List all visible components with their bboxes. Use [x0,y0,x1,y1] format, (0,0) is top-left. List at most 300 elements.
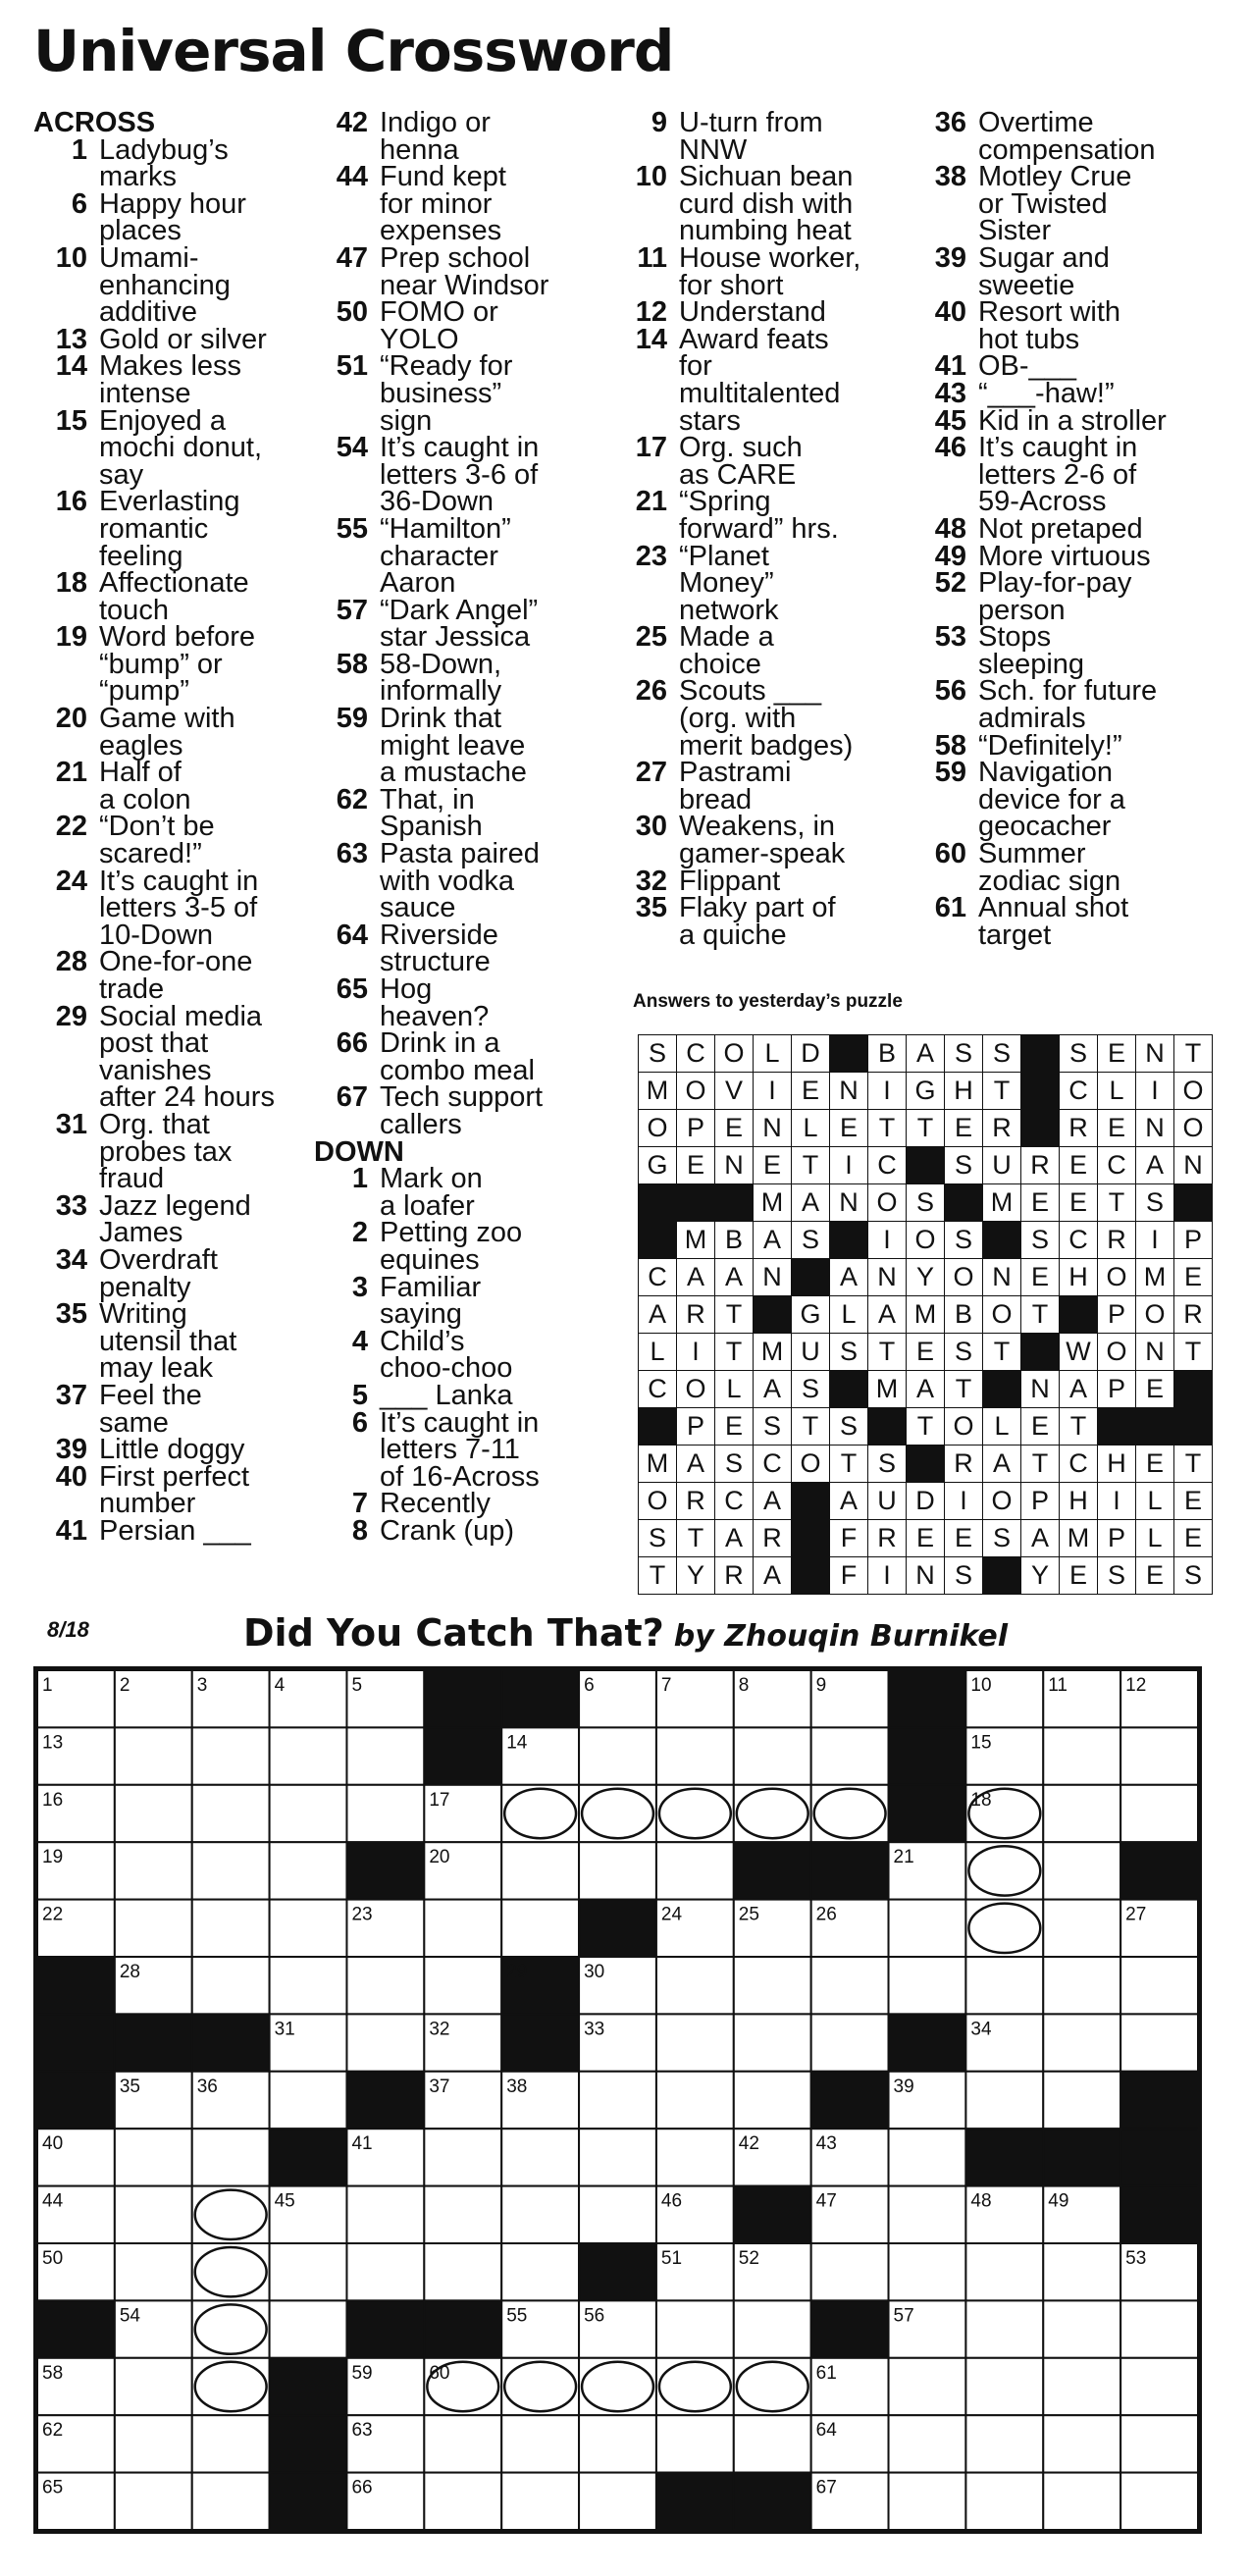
square-number: 43 [815,2133,837,2155]
clue-text: Scouts ___ (org. with merit badges) [679,675,854,762]
white-square [424,2415,501,2472]
answer-letter: C [1060,1222,1098,1259]
answer-letter: L [1136,1520,1174,1557]
yesterday-row [639,1371,1213,1408]
answer-letter: E [1174,1259,1213,1296]
black-square [1021,1073,1060,1110]
black-square [424,1727,501,1784]
answer-letter: S [1098,1557,1136,1595]
answer-letter: E [907,1334,945,1371]
clue [912,404,1236,437]
answer-letter: C [754,1446,792,1483]
answer-letter: E [754,1147,792,1184]
white-square [115,2415,192,2472]
white-square [811,2014,889,2071]
white-square [270,1727,347,1784]
clue-text: Everlasting romantic feeling [99,486,240,572]
answer-letter: H [1060,1483,1098,1520]
yesterday-row [639,1557,1213,1595]
clue [613,161,908,247]
clue-column-4 [912,107,1236,951]
black-square [792,1520,830,1557]
answer-letter: H [1060,1259,1098,1296]
answer-letter: L [983,1408,1021,1446]
clue-number: 47 [336,241,368,274]
clue-number: 64 [336,919,368,951]
answer-letter: E [945,1110,983,1147]
clue [613,621,908,680]
clue-text: Word before “bump” or “pump” [99,621,256,708]
clue-text: Social media post that vanishes after 24 hours [99,1000,275,1114]
clue-text: Sch. for future admirals [978,675,1158,735]
answer-letter: T [830,1446,868,1483]
white-square [115,2186,192,2243]
answer-letter: O [1174,1073,1213,1110]
clue-text: Pasta paired with vodka sauce [380,838,540,924]
black-square [37,2014,115,2071]
clue-number: 58 [934,729,966,762]
square-number: 59 [351,2362,373,2384]
black-square [579,2243,656,2300]
square-number: 56 [584,2305,605,2327]
clue [912,838,1236,897]
answer-letter: M [677,1222,715,1259]
answer-letter: N [1174,1147,1213,1184]
black-square [983,1371,1021,1408]
clue [33,1379,328,1439]
answer-letter: B [868,1035,907,1073]
clue-number: 18 [55,567,87,600]
black-square [37,2072,115,2129]
clue-text: Understand [679,296,826,329]
answer-letter: D [792,1035,830,1073]
clue-text: Weakens, in gamer-speak [679,811,846,870]
clue-number: 2 [351,1217,368,1249]
square-number: 6 [584,1675,595,1696]
clue [314,296,608,355]
white-square [192,2300,270,2357]
clue-text: Gold or silver [99,323,267,355]
clue [33,1298,328,1385]
yesterday-row [639,1184,1213,1222]
crossword-grid-svg [37,1670,1198,2530]
clue-number: 24 [55,865,87,897]
square-number: 10 [970,1675,992,1696]
black-square [1120,2129,1198,2185]
black-square [656,2473,734,2530]
answer-letter: S [792,1371,830,1408]
answer-letter: O [1136,1296,1174,1334]
clue-number: 63 [336,838,368,870]
clue-number: 20 [55,703,87,735]
answer-letter: O [1174,1110,1213,1147]
clue-number: 33 [55,1189,87,1222]
square-number: 8 [738,1675,750,1696]
answer-letter: T [907,1110,945,1147]
clue [314,783,608,843]
white-square [192,1957,270,2014]
clue-number: 55 [336,512,368,545]
answer-letter: O [983,1483,1021,1520]
answer-letter: N [715,1147,754,1184]
answer-letter: E [830,1110,868,1147]
clue [314,1514,608,1547]
answer-letter: O [715,1035,754,1073]
clue [613,811,908,870]
answer-letter: O [945,1259,983,1296]
answer-letter: A [1060,1371,1098,1408]
answer-letter: L [1098,1073,1136,1110]
clue [33,350,328,409]
black-square [811,1842,889,1899]
clue-text: Child’s choo-choo [380,1325,513,1385]
answer-letter: A [830,1259,868,1296]
answer-letter: S [983,1035,1021,1073]
clue [613,241,908,301]
answer-letter: S [1060,1035,1098,1073]
black-square [1174,1371,1213,1408]
black-square [811,2072,889,2129]
clue-number: 41 [55,1514,87,1547]
square-number: 42 [738,2133,759,2155]
answer-letter: T [1098,1184,1136,1222]
square-number: 30 [584,1962,605,1982]
white-square [656,2014,734,2071]
black-square [945,1184,983,1222]
white-square [889,2473,966,2530]
white-square [889,2243,966,2300]
white-square [579,1842,656,1899]
black-square [639,1408,677,1446]
white-square [115,2243,192,2300]
clue-number: 60 [934,838,966,870]
square-number: 50 [42,2248,64,2269]
answer-letter: L [754,1035,792,1073]
clue-column-1 [33,107,328,1547]
answer-letter: U [792,1334,830,1371]
white-square [1043,1842,1120,1899]
answer-letter: G [792,1296,830,1334]
clue-number: 16 [55,486,87,518]
answer-letter: R [945,1446,983,1483]
clue-text: Makes less intense [99,350,242,409]
black-square [1136,1408,1174,1446]
clue-number: 48 [934,512,966,545]
white-square [270,1785,347,1842]
white-square [270,1900,347,1957]
black-square [811,2300,889,2357]
clue [912,567,1236,626]
white-square [656,1842,734,1899]
answer-letter: T [1021,1446,1060,1483]
clue-number: 11 [637,241,667,274]
clue-text: Game with eagles [99,703,235,762]
clue-number: 17 [635,432,667,464]
clue-text: Navigation device for a geocacher [978,757,1125,843]
clue [33,1460,328,1520]
yesterday-answers-title: Answers to yesterday’s puzzle [633,991,903,1012]
clue-text: It’s caught in letters 2-6 of 59-Across [978,432,1138,518]
answer-letter: E [1136,1371,1174,1408]
square-number: 57 [893,2305,914,2327]
clue-number: 9 [651,107,667,138]
square-number: 58 [42,2362,64,2384]
answer-letter: M [1060,1520,1098,1557]
answer-letter: H [1098,1446,1136,1483]
white-square [501,2129,579,2185]
answer-letter: A [754,1371,792,1408]
clue [314,838,608,924]
white-square [192,2415,270,2472]
answer-letter: T [983,1334,1021,1371]
black-square [37,1957,115,2014]
yesterday-row [639,1334,1213,1371]
clue-text: Jazz legend James [99,1189,251,1249]
answer-letter: I [677,1334,715,1371]
answer-letter: M [754,1334,792,1371]
clue [912,161,1236,247]
clue-text: Indigo or henna [380,107,491,166]
answer-letter: T [907,1408,945,1446]
clue-number: 45 [934,404,966,437]
clue [613,675,908,762]
clue [33,133,328,193]
answer-letter: E [1174,1520,1213,1557]
black-square [983,1222,1021,1259]
answer-letter: M [983,1184,1021,1222]
clue-number: 1 [351,1163,368,1195]
answer-letter: C [1098,1147,1136,1184]
white-square [965,2300,1043,2357]
answer-letter: A [792,1184,830,1222]
answer-letter: R [677,1296,715,1334]
answer-letter: V [715,1073,754,1110]
answer-letter: T [1021,1296,1060,1334]
answer-letter: R [715,1557,754,1595]
answer-letter: I [945,1483,983,1520]
clue-number: 13 [55,323,87,355]
answer-letter: A [677,1446,715,1483]
clue-number: 22 [55,811,87,843]
white-square [1043,1957,1120,2014]
clue-text: That, in Spanish [380,783,483,843]
black-square [424,1670,501,1727]
answer-letter: P [1174,1222,1213,1259]
clue [33,567,328,626]
clue-number: 19 [55,621,87,654]
clue-text: Happy hour places [99,187,246,247]
white-square [1120,2300,1198,2357]
white-square [346,1957,424,2014]
white-square [1043,2300,1120,2357]
clue-text: Kid in a stroller [978,404,1167,437]
clue-number: 32 [635,865,667,897]
black-square [579,1900,656,1957]
answer-letter: U [868,1483,907,1520]
crossword-grid [33,1666,1202,2534]
square-number: 66 [351,2477,373,2498]
answer-letter: I [1098,1483,1136,1520]
clue [314,648,608,708]
answer-letter: R [983,1110,1021,1147]
answer-letter: C [677,1035,715,1073]
clue [33,865,328,951]
clue-text: It’s caught in letters 7-11 of 16-Across [380,1406,540,1493]
square-number: 62 [42,2420,64,2442]
white-square [115,1785,192,1842]
clue-number: 66 [336,1027,368,1060]
clue-number: 6 [71,187,87,220]
clue-number: 1 [71,133,87,166]
white-square [501,2186,579,2243]
answer-letter: I [868,1222,907,1259]
square-number: 63 [351,2420,373,2442]
answer-letter: A [754,1483,792,1520]
answer-letter: B [715,1222,754,1259]
white-square [424,1900,501,1957]
white-square [965,2243,1043,2300]
clue [314,432,608,518]
answer-letter: E [1174,1483,1213,1520]
clue-number: 40 [55,1460,87,1493]
black-square [346,2300,424,2357]
clue [33,404,328,491]
yesterday-answer-grid [638,1034,1213,1595]
clue-number: 41 [934,350,966,383]
black-square [1021,1035,1060,1073]
clue-number: 58 [336,648,368,680]
answer-letter: T [1174,1035,1213,1073]
answer-letter: Y [907,1259,945,1296]
clue-number: 44 [336,161,368,193]
square-number: 45 [274,2190,295,2212]
clue-text: Umami- enhancing additive [99,241,231,329]
yesterday-row [639,1520,1213,1557]
square-number: 20 [429,1847,450,1868]
answer-letter: N [907,1557,945,1595]
answer-letter: S [1136,1184,1174,1222]
answer-letter: E [1060,1184,1098,1222]
black-square [889,1670,966,1727]
clue [33,1108,328,1195]
square-number: 49 [1048,2190,1069,2212]
clue-text: It’s caught in letters 3-6 of 36-Down [380,432,540,518]
square-number: 55 [506,2305,528,2327]
black-square [830,1035,868,1073]
answer-letter: A [983,1446,1021,1483]
clue [314,512,608,600]
white-square [346,1785,424,1842]
clue-number: 67 [336,1081,368,1114]
answer-letter: E [907,1520,945,1557]
clue-number: 51 [336,350,368,383]
square-number: 47 [815,2190,837,2212]
clue-number: 30 [635,811,667,843]
yesterday-row [639,1035,1213,1073]
clue [33,1000,328,1114]
answer-letter: L [639,1334,677,1371]
white-square [734,1727,811,1784]
square-number: 48 [970,2190,992,2212]
clue [912,512,1236,545]
answer-letter: E [1021,1408,1060,1446]
yesterday-row [639,1259,1213,1296]
clue-number: 56 [934,675,966,708]
black-square [889,1727,966,1784]
white-square [192,2186,270,2243]
white-square [270,2072,347,2129]
square-number: 24 [660,1904,683,1925]
answer-letter: L [792,1110,830,1147]
clue [314,350,608,437]
clue-number: 40 [934,296,966,329]
answer-letter: I [1136,1222,1174,1259]
white-square [192,1727,270,1784]
answer-letter: F [830,1557,868,1595]
square-number: 33 [584,2019,605,2040]
clue [613,432,908,491]
clue [33,946,328,1005]
yesterday-row [639,1147,1213,1184]
white-square [270,1957,347,2014]
clue-number: 29 [55,1000,87,1032]
yesterday-row [639,1110,1213,1147]
clue [314,1488,608,1520]
answer-letter: A [907,1035,945,1073]
answer-letter: O [639,1110,677,1147]
black-square [501,1670,579,1727]
white-square [734,2300,811,2357]
answer-letter: S [945,1334,983,1371]
white-square [192,2473,270,2530]
across-heading: ACROSS [33,107,156,138]
answer-letter: P [1021,1483,1060,1520]
down-heading: DOWN [314,1135,404,1168]
square-number: 15 [970,1732,992,1754]
clue [912,757,1236,843]
clue-text: Drink in a combo meal [380,1027,535,1086]
answer-letter: L [715,1371,754,1408]
white-square [192,2243,270,2300]
answer-letter: N [1136,1334,1174,1371]
white-square [734,2072,811,2129]
black-square [792,1483,830,1520]
yesterday-row [639,1483,1213,1520]
answer-letter: S [792,1222,830,1259]
clue-number: 61 [934,892,966,924]
answer-letter: P [1098,1371,1136,1408]
clue-text: Org. such as CARE [679,432,803,491]
clue-number: 59 [934,757,966,789]
answer-letter: A [907,1371,945,1408]
clue [33,486,328,572]
answer-letter: S [830,1334,868,1371]
black-square [1060,1296,1098,1334]
answer-letter: E [677,1147,715,1184]
clue-text: Little doggy [99,1434,245,1466]
black-square [270,2358,347,2415]
clue-text: ___ Lanka [380,1379,513,1411]
white-square [501,2358,579,2415]
answer-letter: M [1136,1259,1174,1296]
answer-letter: P [1098,1520,1136,1557]
clue-text: Made a choice [679,621,774,680]
white-square [579,1727,656,1784]
clue-text: Motley Crue or Twisted Sister [978,161,1132,247]
answer-letter: S [945,1147,983,1184]
clue-number: 10 [635,161,667,193]
answer-letter: O [1098,1334,1136,1371]
